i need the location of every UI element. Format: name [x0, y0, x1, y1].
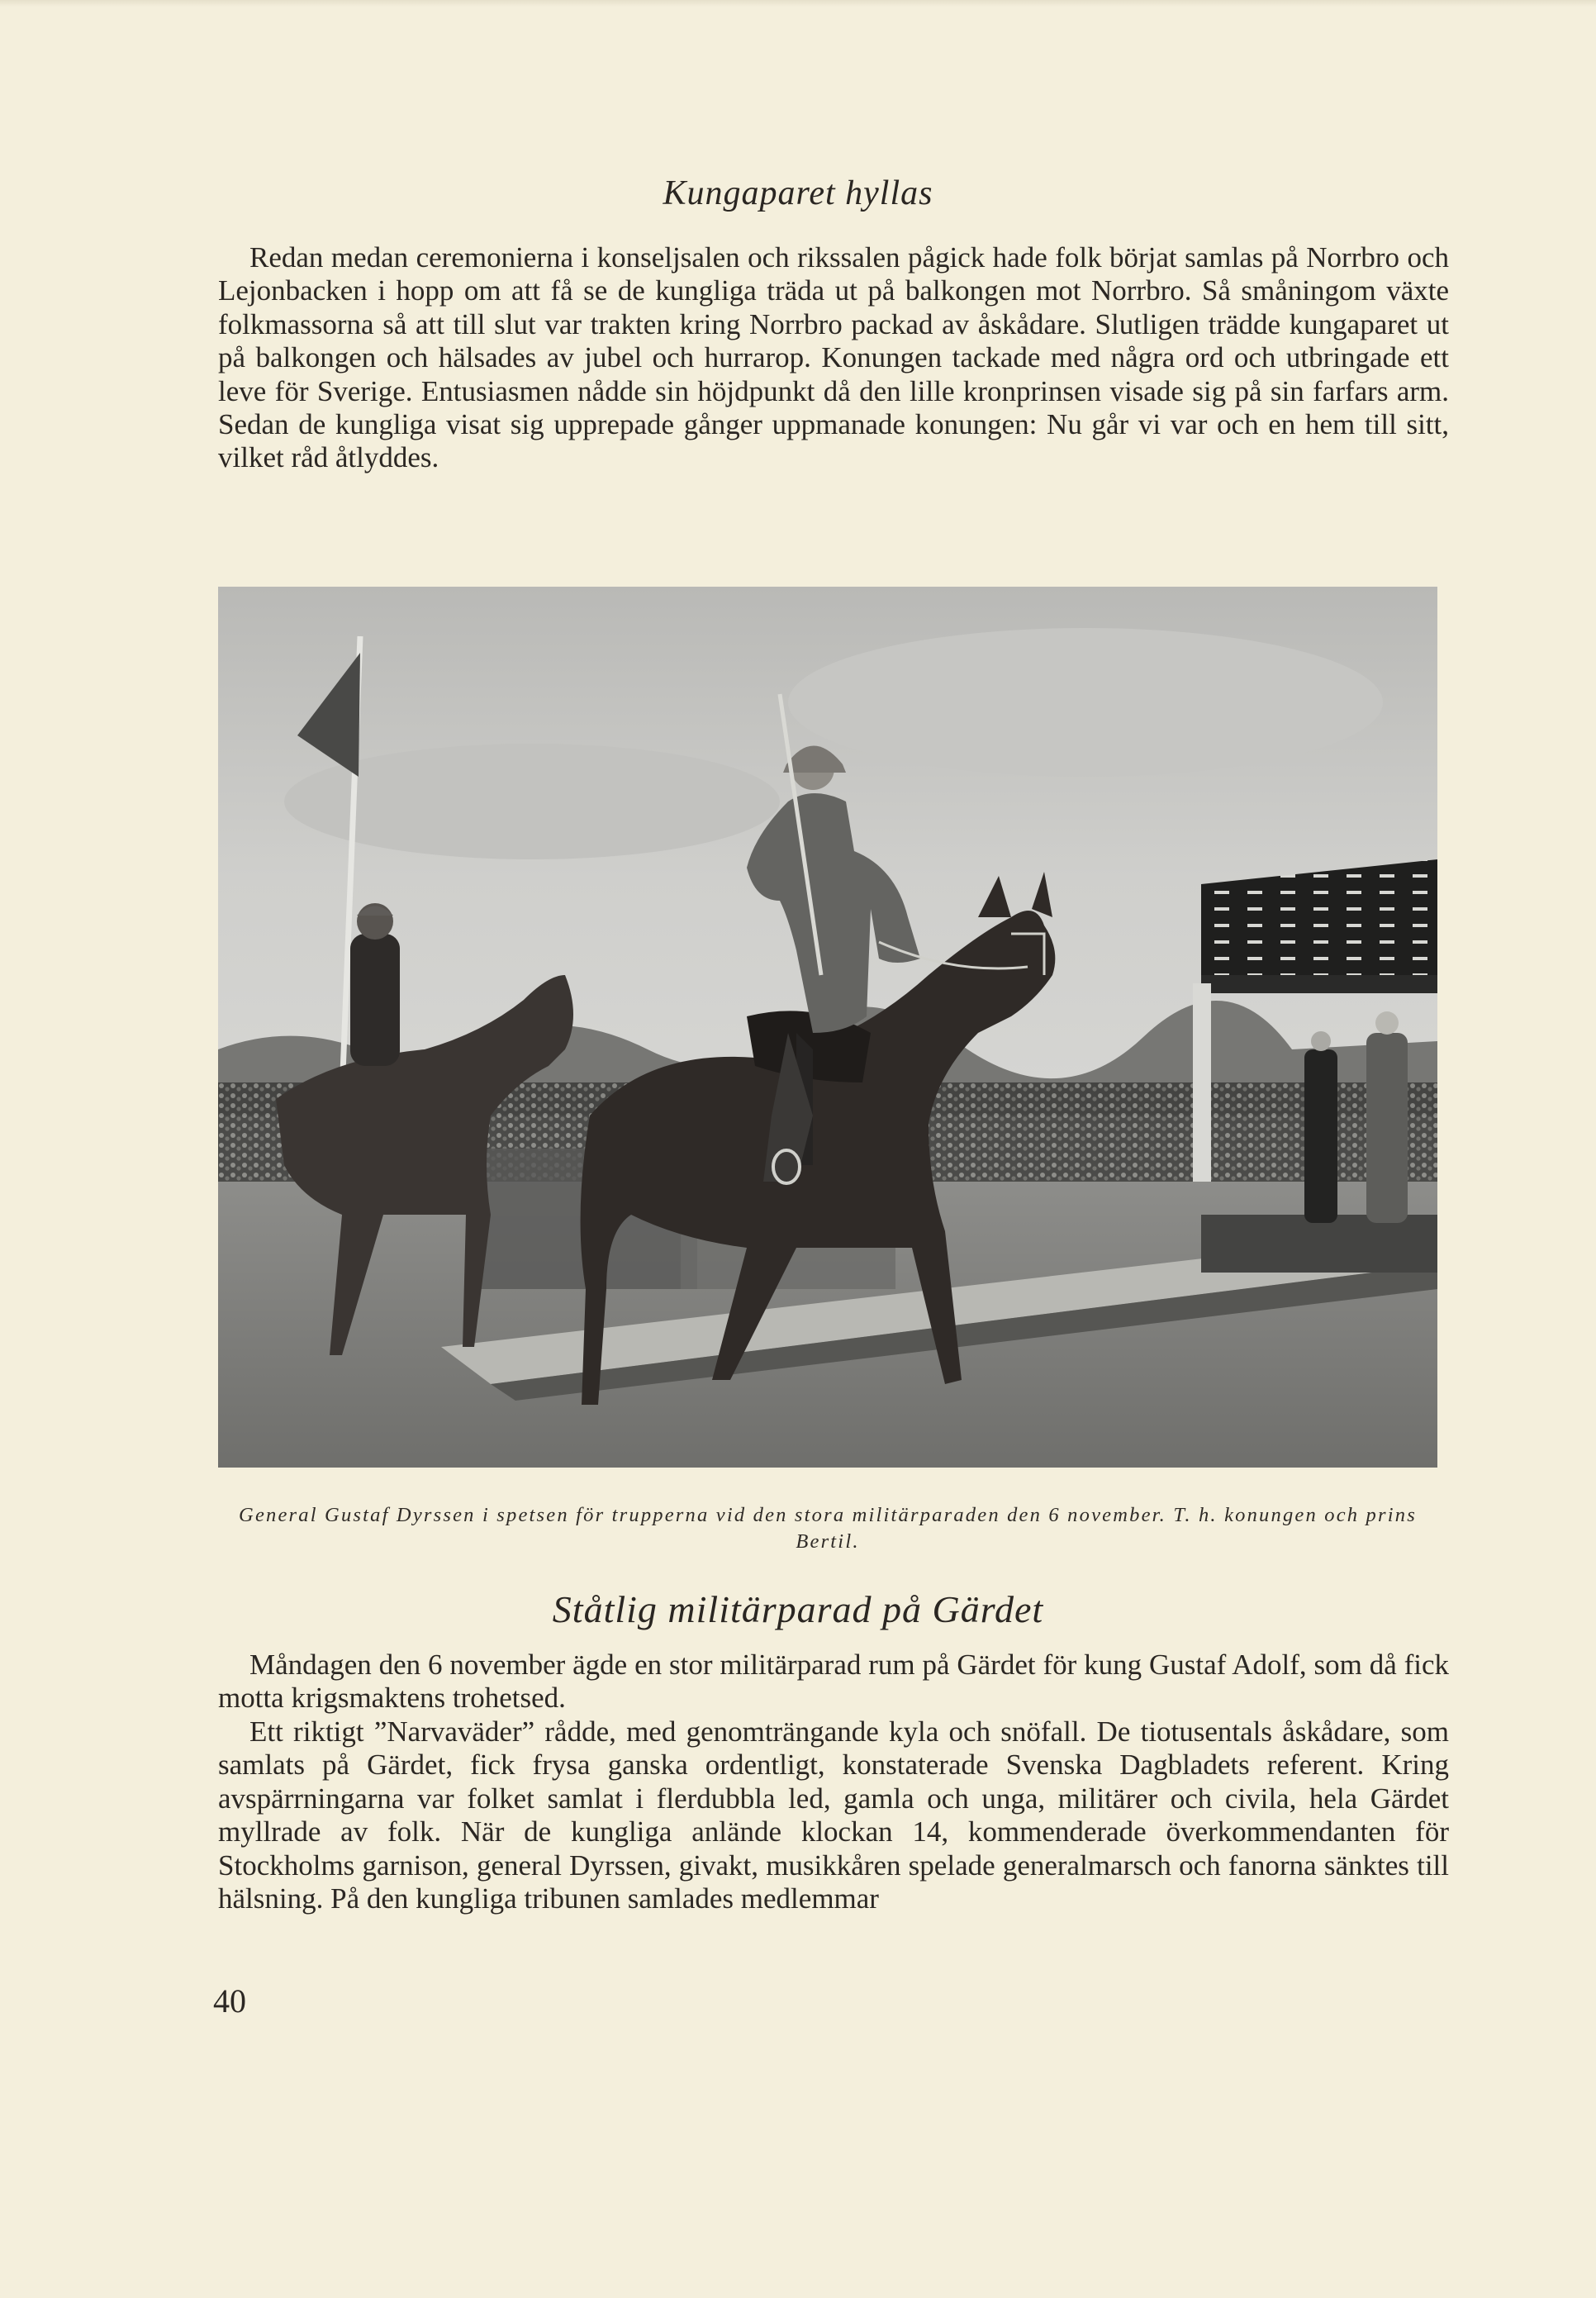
section-title-kungaparet: Kungaparet hyllas: [663, 174, 933, 212]
paragraph-militarparad-2: Ett riktigt ”Narvaväder” rådde, med genomträngande kyla och snöfall. De tiotusentals åskådare, som samlats på Gärdet, fick frysa ganska ordentligt, konstaterade Svenska Dagbladets referent. Kring avspärrningarna var folket samlat i flerdubbla led, gamla och unga, militärer och civila, hela Gärdet myllrade av folk. När de kungliga anlände klockan 14, kommenderade överkommendanten för Stockholms garnison, general Dyrssen, givakt, musikkåren spelade generalmarsch och fanorna sänktes till hälsning. På den kungliga tribunen samlades medlemmar: [218, 1715, 1449, 1915]
photo-caption: General Gustaf Dyrssen i spetsen för trupperna vid den stora militärparaden den 6 november. T. h. konungen och prins Bertil.: [239, 1504, 1417, 1553]
page-number: 40: [213, 1982, 246, 2020]
parade-photograph: [218, 587, 1437, 1468]
section-title-militarparad: Ståtlig militärparad på Gärdet: [552, 1588, 1044, 1630]
photo-illustration: [218, 587, 1437, 1468]
paragraph-kungaparet: Redan medan ceremonierna i konseljsalen och rikssalen pågick hade folk börjat samlas på Norrbro och Lejonbacken i hopp om att få se de kungliga träda ut på balkongen mot Norrbro. Så småningom växte folkmassorna så att till slut var trakten kring Norrbro packad av åskådare. Slutligen trädde kungaparet ut på balkongen och hälsades av jubel och hurrarop. Konungen tackade med några ord och utbringade ett leve för Sverige. Entusiasmen nådde sin höjdpunkt då den lille kronprinsen visade sig på sin farfars arm. Sedan de kungliga visat sig upprepade gånger uppmanade konungen: Nu går vi var och en hem till sitt, vilket råd åtlyddes.: [218, 241, 1449, 474]
paragraph-militarparad-1: Måndagen den 6 november ägde en stor militärparad rum på Gärdet för kung Gustaf Adolf, som då fick motta krigsmaktens trohetsed.: [218, 1649, 1449, 1715]
page-edge: [0, 0, 1596, 7]
